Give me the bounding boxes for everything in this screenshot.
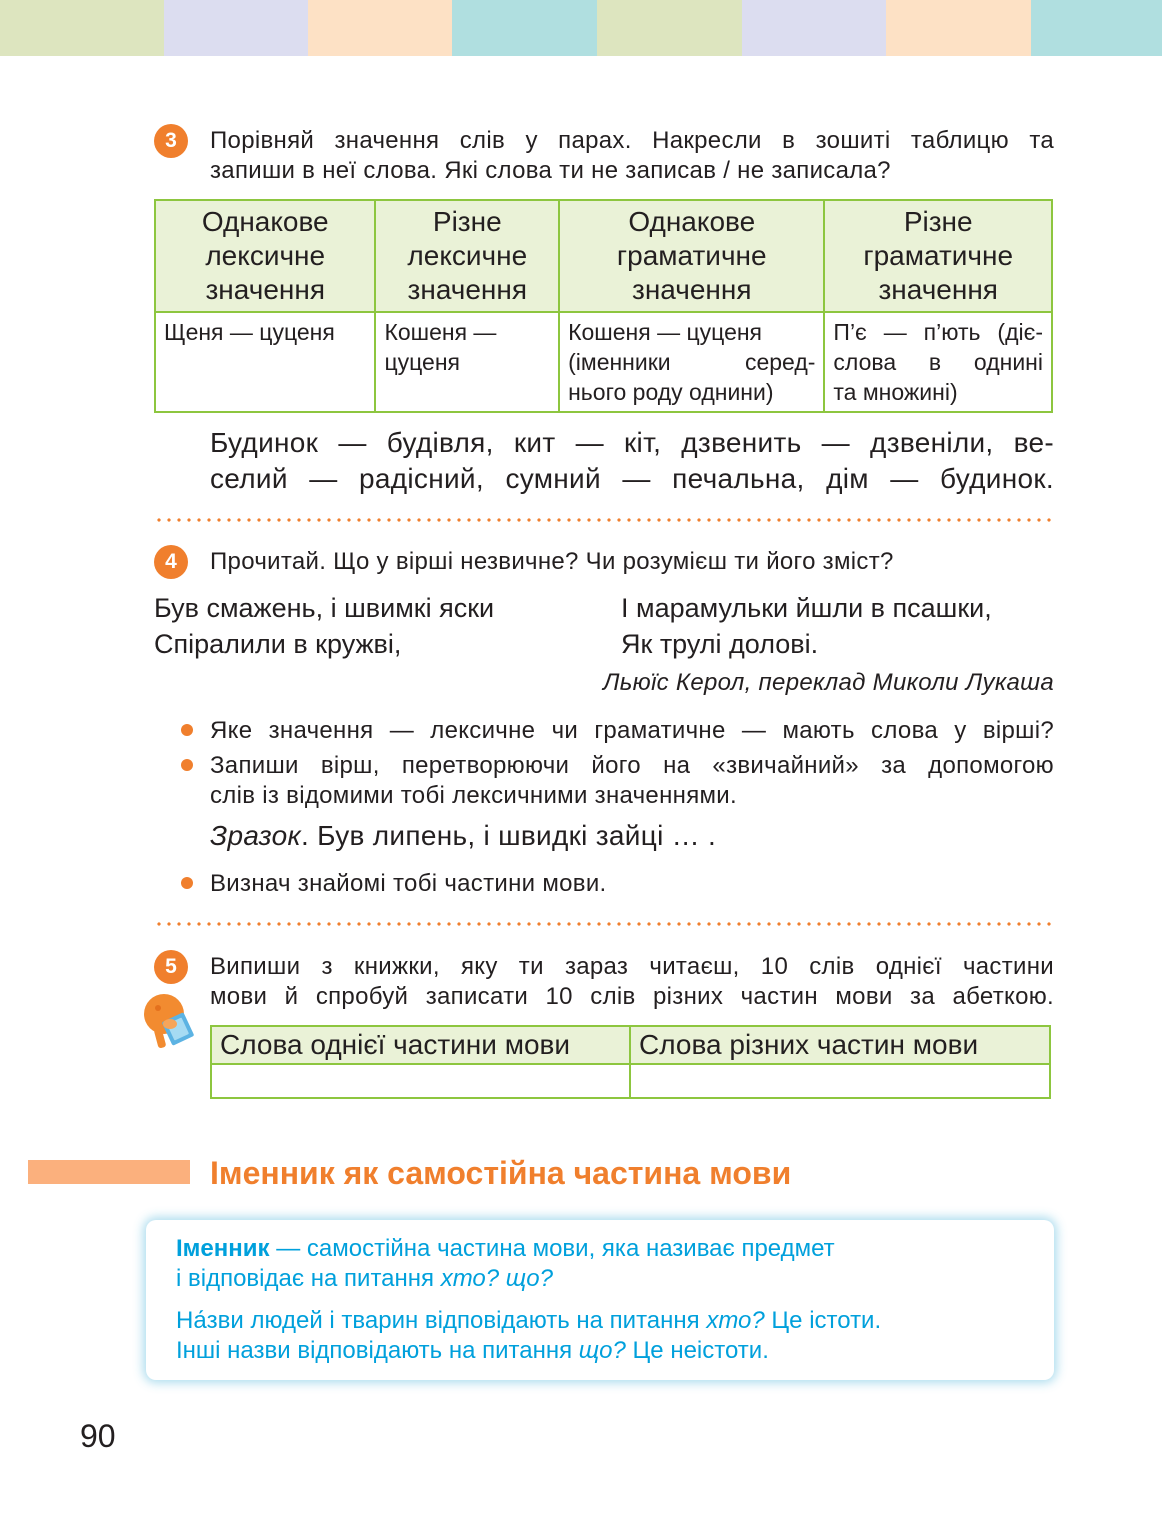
cell-line: цуценя (384, 349, 460, 375)
exercise-4-number: 4 (154, 545, 188, 579)
rule-line1 (176, 1234, 1026, 1264)
poem-right (621, 590, 992, 662)
page-number: 90 (80, 1418, 116, 1454)
poem-line: Спіралили в кружві, (154, 629, 402, 659)
header-line: Різне (903, 206, 973, 237)
poem-line: І марамульки йшли в псашки, (621, 593, 992, 623)
exercise-4-sample (210, 818, 716, 854)
poem-line: Був смажень, і швимкі яски (154, 593, 495, 623)
hand-with-book-svg (140, 988, 200, 1058)
cell-line: нього роду однини) (568, 379, 774, 405)
exercise-5-number: 5 (154, 950, 188, 984)
section-title: Іменник як самостійна частина мови (210, 1155, 792, 1191)
table-cell (155, 312, 375, 412)
header-different-lexical (375, 200, 559, 312)
cell-line: та множині) (833, 379, 958, 405)
header-same-grammatical (559, 200, 824, 312)
bullet-icon (181, 877, 193, 889)
exercise-3-words-line1: Будинок — будівля, кит — кіт, дзвенить — дзвеніли, ве- (210, 427, 1054, 458)
header-line: Однакове (201, 206, 329, 237)
rule-box (146, 1220, 1054, 1380)
table-cell (375, 312, 559, 412)
cell-line: слова в однині (833, 349, 1043, 375)
rule-p2a: На́зви людей і тварин відповідають на питання (176, 1307, 707, 1334)
header-line: Однакове (628, 206, 756, 237)
poem-author: Льюїс Керол, переклад Миколи Лукаша (603, 669, 1054, 696)
stripe-6 (742, 0, 886, 56)
parts-table-empty-row (211, 1064, 1050, 1098)
rule-p2b: Це істоти. (764, 1307, 882, 1334)
cell-line: Кошеня — (384, 319, 497, 345)
header-line: лексичне (407, 240, 528, 271)
header-line: значення (878, 274, 998, 305)
sample-label: Зразок (210, 820, 302, 851)
bullet-icon (181, 724, 193, 736)
header-line: граматичне (616, 240, 767, 271)
rule-def-question: хто? що? (440, 1265, 553, 1292)
cell-line: (іменники серед- (568, 349, 816, 375)
section-bar (28, 1160, 190, 1184)
header-same-lexical (155, 200, 375, 312)
rule-p3b: Це неістоти. (625, 1337, 769, 1364)
rule-animacy (176, 1306, 1046, 1366)
rule-def-rest: — самостійна частина мови, яка називає предмет (269, 1235, 835, 1262)
exercise-3-text-line1: Порівняй значення слів у парах. Накресли в зошиті таблицю та (210, 127, 1054, 154)
empty-cell (211, 1064, 630, 1098)
exercise-4-bullet1: Яке значення — лексичне чи граматичне — мають слова у вірші? (210, 717, 1054, 744)
rule-line2 (176, 1264, 1026, 1294)
poem-left (154, 590, 494, 662)
header-different-parts: Слова різних частин мови (630, 1026, 1050, 1064)
cell-line: Кошеня — цуценя (568, 319, 763, 345)
stripe-3 (308, 0, 452, 56)
table-cell (824, 312, 1052, 412)
header-line: граматичне (863, 240, 1014, 271)
header-line: значення (632, 274, 752, 305)
stripe-2 (164, 0, 308, 56)
empty-cell (630, 1064, 1050, 1098)
cell-line: П’є — п’ють (діє- (833, 319, 1043, 345)
poem-line: Як трулі долові. (621, 629, 819, 659)
header-line: Різне (432, 206, 502, 237)
exercise-5-text-line1: Випиши з книжки, яку ти зараз читаєш, 10 слів однієї частини (210, 953, 1054, 980)
exercise-4-bullet3: Визнач знайомі тобі частини мови. (210, 870, 607, 897)
meaning-table-header-row (155, 200, 1052, 312)
stripe-5 (597, 0, 742, 56)
rule-p2q: хто? (706, 1307, 765, 1334)
stripe-8 (1031, 0, 1162, 56)
header-line: лексичне (205, 240, 326, 271)
header-line: значення (407, 274, 528, 305)
exercise-4-bullet2-line2: слів із відомими тобі лексичними значеннями. (210, 782, 737, 809)
exercise-3-number: 3 (154, 124, 188, 158)
sample-text: . Був липень, і швидкі зайці … . (301, 820, 717, 851)
cell-line: Щеня — цуценя (164, 319, 335, 345)
hand-with-book-icon (140, 988, 200, 1058)
rule-line4 (176, 1336, 1046, 1366)
dotted-divider (154, 922, 1054, 926)
exercise-3-text-line2: запиши в неї слова. Які слова ти не записав / не записала? (210, 157, 891, 184)
dotted-divider (154, 518, 1054, 522)
stripe-7 (886, 0, 1031, 56)
exercise-4-text: Прочитай. Що у вірші незвичне? Чи розумієш ти його зміст? (210, 548, 894, 575)
stripe-1 (0, 0, 164, 56)
header-same-part: Слова однієї частини мови (211, 1026, 630, 1064)
rule-def-line2: і відповідає на питання (176, 1265, 441, 1292)
rule-p3a: Інші назви відповідають на питання (176, 1337, 579, 1364)
rule-p3q: що? (578, 1337, 626, 1364)
exercise-4-bullet2-line1: Запиши вірш, перетворюючи його на «звичайний» за допомогою (210, 752, 1054, 779)
bullet-icon (181, 759, 193, 771)
rule-line3 (176, 1306, 1046, 1336)
header-different-grammatical (824, 200, 1052, 312)
exercise-5-text-line2: мови й спробуй записати 10 слів різних частин мови за абеткою. (210, 983, 1054, 1010)
parts-table-header-row (211, 1026, 1050, 1064)
meaning-table (154, 199, 1053, 413)
stripe-4 (452, 0, 597, 56)
parts-of-speech-table (210, 1025, 1051, 1099)
rule-definition (176, 1234, 1026, 1294)
header-line: значення (205, 274, 325, 305)
table-cell (559, 312, 824, 412)
meaning-table-row (155, 312, 1052, 412)
rule-term: Іменник (176, 1235, 270, 1262)
exercise-3-words-line2: селий — радісний, сумний — печальна, дім — будинок. (210, 463, 1054, 494)
